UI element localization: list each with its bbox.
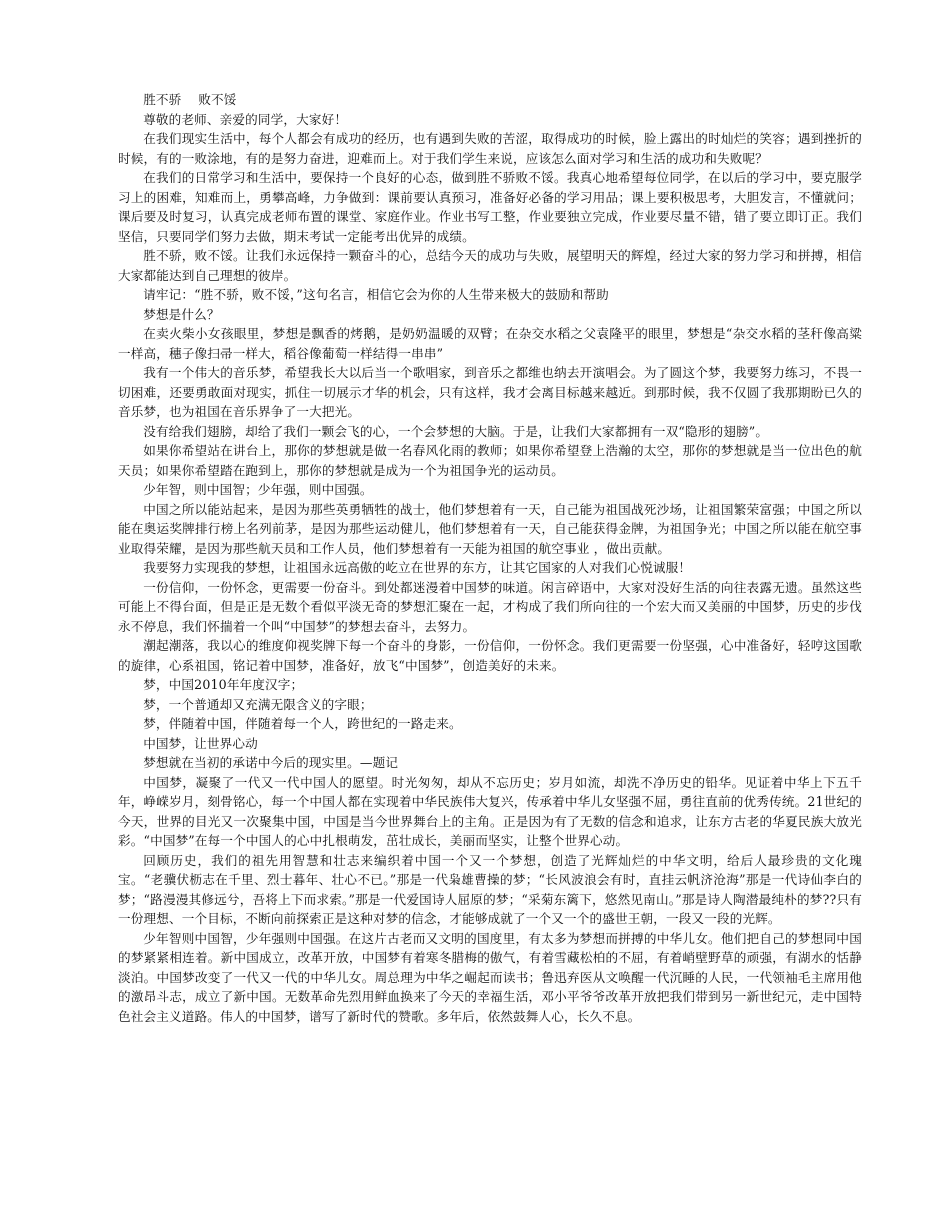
paragraph: 梦，中国2010年年度汉字； [143,677,304,692]
paragraph: 中国之所以能站起来，是因为那些英勇牺牲的战士，他们梦想着有一天，自己能为祖国战死沙场，让祖国繁荣富强；中国之所以能在奥运奖牌排行榜上名列前茅，是因为那些运动健儿，他们梦想着有一天，自己能获得金牌，为祖国争光；中国之所以能在航空事业取得荣耀，是因为那些航天员和工作人员，他们梦想着有一天能为祖国的航空事业 ，做出贡献。 [118,501,862,556]
paragraph: 胜不骄，败不馁。让我们永远保持一颗奋斗的心，总结今天的成功与失败，展望明天的辉煌，经过大家的努力学习和拼搏，相信大家都能达到自己理想的彼岸。 [118,248,862,283]
paragraph: 梦，一个普通却又充满无限含义的字眼； [143,696,373,712]
paragraph: 梦，伴随着中国，伴随着每一个人，跨世纪的一路走来。 [143,716,462,731]
paragraph: 我要努力实现我的梦想，让祖国永远高傲的屹立在世界的东方，让其它国家的人对我们心悦诚服！ [143,560,692,575]
epigraph: 梦想就在当初的承诺中今后的现实里。—题记 [143,755,399,770]
section-heading: 中国梦，让世界心动 [143,735,258,751]
paragraph: 在我们的日常学习和生活中，要保持一个良好的心态，做到胜不骄败不馁。我真心地希望每位同学，在以后的学习中，要克服学习上的困难，知难而上，勇攀高峰，力争做到：课前要认真预习，准备好必备的学习用品；课上要积极思考，大胆发言，不懂就问；课后要及时复习，认真完成老师布置的课堂、家庭作业。作业书写工整，作业要独立完成，作业要尽量不错，错了要立即订正。我们坚信，只要同学们努力去做，期末考试一定能考出优异的成绩。 [118,170,862,244]
paragraph: 如果你希望站在讲台上，那你的梦想就是做一名春风化雨的教师；如果你希望登上浩瀚的太空，那你的梦想就是当一位出色的航天员；如果你希望踏在跑到上，那你的梦想就是成为一个为祖国争光的运动员。 [118,443,862,478]
greeting: 尊敬的老师、亲爱的同学，大家好！ [143,111,348,127]
paragraph: 一份信仰，一份怀念，更需要一份奋斗。到处都迷漫着中国梦的味道。闲言碎语中，大家对没好生活的向往表露无遗。虽然这些可能上不得台面，但是正是无数个看似平淡无奇的梦想汇聚在一起，才构成了我们所向往的一个宏大而又美丽的中国梦，历史的步伐永不停息，我们怀揣着一个叫“中国梦”的梦想去奋斗，去努力。 [118,579,862,634]
section-heading: 梦想是什么？ [143,306,220,322]
paragraph: 潮起潮落，我以心的维度仰视奖牌下每一个奋斗的身影，一份信仰，一份怀念。我们更需要一份坚强，心中准备好，轻哼这国歌的旋律，心系祖国，铭记着中国梦，准备好，放飞“中国梦”，创造美好的未来。 [118,638,862,673]
paragraph: 我有一个伟大的音乐梦，希望我长大以后当一个歌唱家，到音乐之都维也纳去开演唱会。为了圆这个梦，我要努力练习，不畏一切困难，还要勇敢面对现实，抓住一切展示才华的机会，只有这样，我才会离目标越来越近。到那时候，我不仅圆了我那期盼已久的音乐梦，也为祖国在音乐界争了一大把光。 [118,365,862,419]
paragraph: 回顾历史，我们的祖先用智慧和壮志来编织着中国一个又一个梦想，创造了光辉灿烂的中华文明，给后人最珍贵的文化瑰宝。“老骥伏枥志在千里、烈士暮年、壮心不已。”那是一代枭雄曹操的梦；“长风波浪会有时，直挂云帆济沧海”那是一代诗仙李白的梦；“路漫漫其修远兮，吾将上下而求索。”那是一代爱国诗人屈原的梦；“采菊东篱下，悠然见南山。”那是诗人陶潜最纯朴的梦??只有一份理想、一个目标，不断向前探索正是这种对梦的信念，才能够成就了一个又一个的盛世王朝，一段又一段的光辉。 [118,852,862,926]
paragraph: 在卖火柴小女孩眼里，梦想是飘香的烤鹅，是奶奶温暖的双臂；在杂交水稻之父袁隆平的眼里，梦想是“杂交水稻的茎秆像高粱一样高，穗子像扫帚一样大，稻谷像葡萄一样结得一串串” [118,326,862,361]
paragraph: 中国梦，凝聚了一代又一代中国人的愿望。时光匆匆，却从不忘历史；岁月如流，却洗不净历史的铅华。见证着中华上下五千年，峥嵘岁月，刻骨铭心，每一个中国人都在实现着中华民族伟大复兴，传承着中华儿女坚强不屈，勇往直前的优秀传统。21世纪的今天，世界的目光又一次聚集中国，中国是当今世界舞台上的主角。正是因为有了无数的信念和追求，让东方古老的华夏民族大放光彩。“中国梦”在每一个中国人的心中扎根萌发，茁壮成长，美丽而坚实，让整个世界心动。 [118,774,862,848]
paragraph: 少年智，则中国智；少年强，则中国强。 [143,482,373,497]
paragraph: 请牢记：“胜不骄，败不馁，”这句名言，相信它会为你的人生带来极大的鼓励和帮助 [143,287,609,302]
paragraph: 没有给我们翅膀，却给了我们一颗会飞的心，一个会梦想的大脑。于是，让我们大家都拥有一双“隐形的翅膀”。 [143,423,769,439]
essay-title: 胜不骄 败不馁 [143,92,237,107]
paragraph: 在我们现实生活中，每个人都会有成功的经历，也有遇到失败的苦涩，取得成功的时候，脸上露出的时灿烂的笑容；遇到挫折的时候，有的一败涂地，有的是努力奋进，迎难而上。对于我们学生来说，应该怎么面对学习和生活的成功和失败呢？ [118,131,862,166]
paragraph: 少年智则中国智，少年强则中国强。在这片古老而又文明的国度里，有太多为梦想而拼搏的中华儿女。他们把自己的梦想同中国的梦紧紧相连着。新中国成立，改革开放，中国梦有着寒冬腊梅的傲气，有着雪藏松柏的不屈，有着峭壁野草的顽强，有湖水的恬静淡泊。中国梦改变了一代又一代的中华儿女。周总理为中华之崛起而读书；鲁迅弃医从文唤醒一代沉睡的人民，一代领袖毛主席用他的激昂斗志，成立了新中国。无数革命先烈用鲜血换来了今天的幸福生活，邓小平爷爷改革开放把我们带到另一新世纪元，走中国特色社会主义道路。伟人的中国梦，谱写了新时代的赞歌。多年后，依然鼓舞人心，长久不息。 [118,930,862,1024]
